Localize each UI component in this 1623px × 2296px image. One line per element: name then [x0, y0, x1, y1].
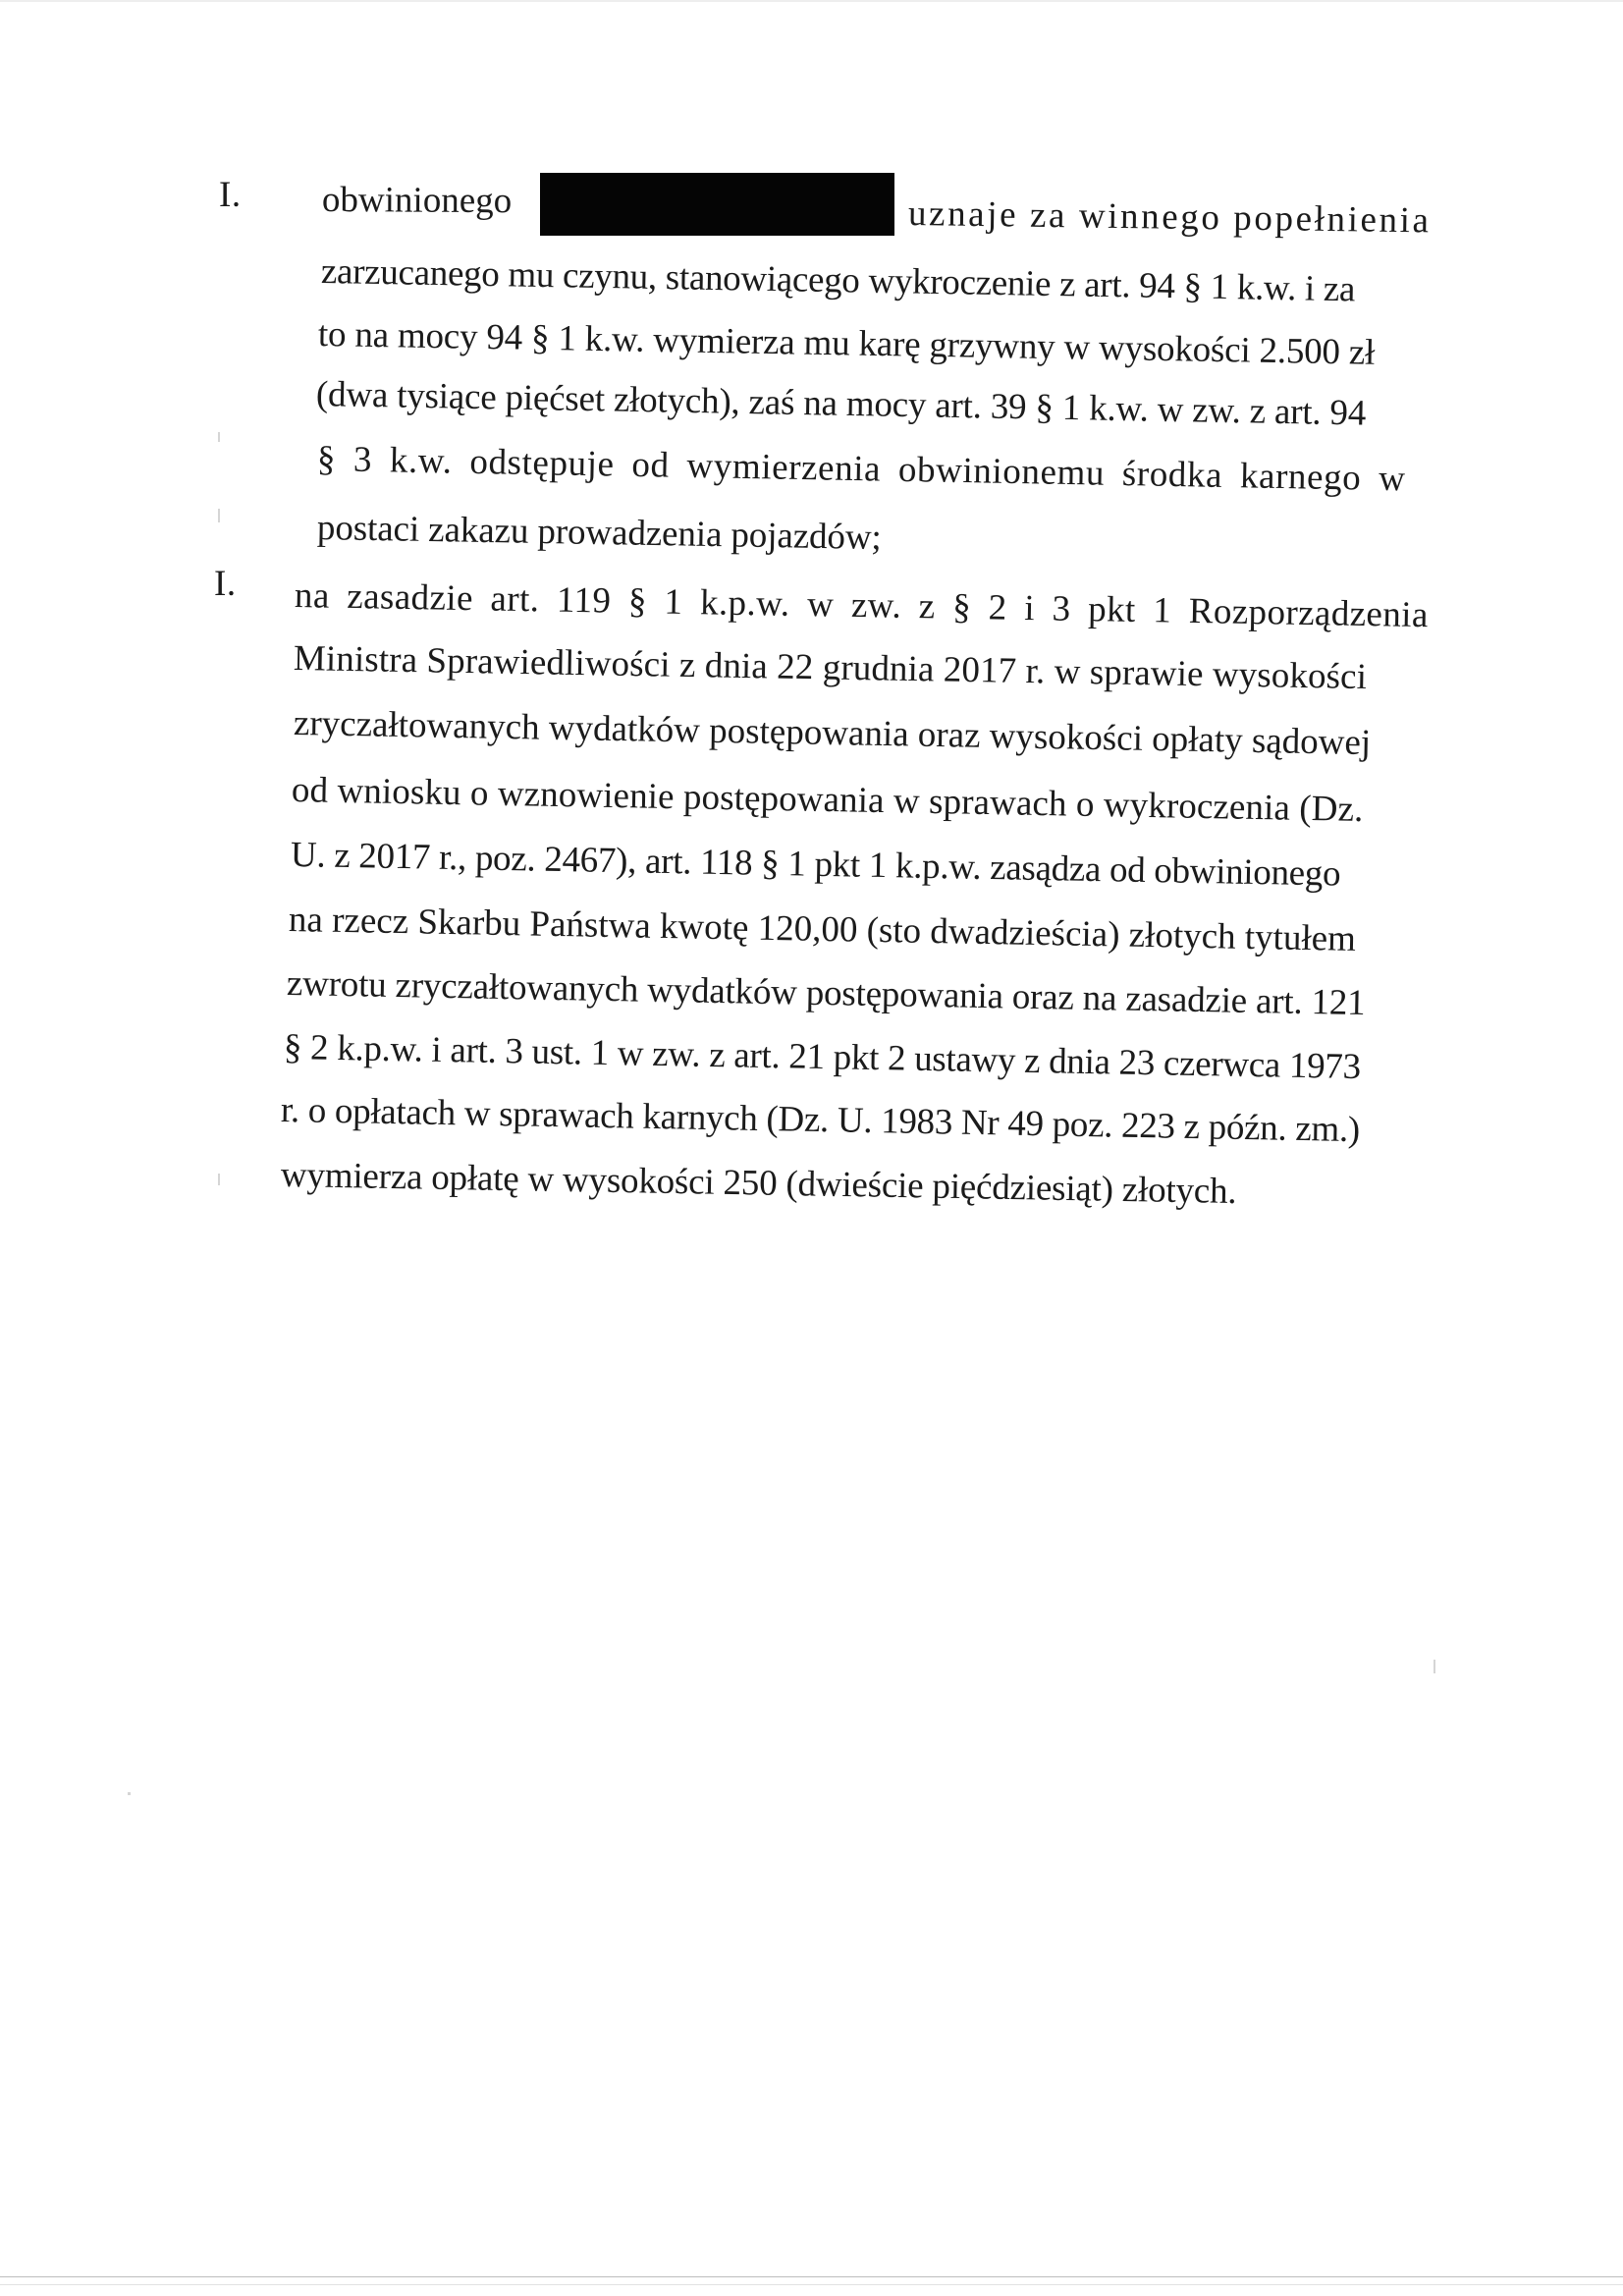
scan-edge-bottom-secondary: [0, 2284, 1623, 2285]
item-2-line-7: zwrotu zryczałtowanych wydatków postępowania oraz na zasadzie art. 121: [286, 963, 1366, 1024]
scan-edge-bottom: [0, 2276, 1623, 2277]
item-1-line-4: § 3 k.w. odstępuje od wymierzenia obwinionemu środka karnego w: [316, 439, 1406, 500]
redacted-name-block: [540, 173, 894, 236]
item-2-line-10: wymierza opłatę w wysokości 250 (dwieście pięćdziesiąt) złotych.: [280, 1155, 1237, 1212]
scan-speck: [218, 509, 220, 522]
item-2-line-9: r. o opłatach w sprawach karnych (Dz. U. 1983 Nr 49 poz. 223 z późn. zm.): [280, 1090, 1361, 1151]
item-2-line-3: zryczałtowanych wydatków postępowania oraz wysokości opłaty sądowej: [293, 703, 1372, 764]
scan-speck: [128, 1792, 131, 1795]
scan-speck: [218, 1174, 220, 1185]
item-2-line-1: na zasadzie art. 119 § 1 k.p.w. w zw. z § 2 i 3 pkt 1 Rozporządzenia: [294, 575, 1430, 636]
item-1-line-0: uznaje za winnego popełnienia: [907, 193, 1432, 242]
scan-speck: [218, 432, 220, 442]
item-2-line-2: Ministra Sprawiedliwości z dnia 22 grudnia 2017 r. w sprawie wysokości: [293, 638, 1368, 698]
item-2-line-8: § 2 k.p.w. i art. 3 ust. 1 w zw. z art. 21 pkt 2 ustawy z dnia 23 czerwca 1973: [283, 1027, 1362, 1088]
item-1-line-2: to na mocy 94 § 1 k.w. wymierza mu karę grzywny w wysokości 2.500 zł: [317, 314, 1376, 373]
item-1-marker: I.: [219, 175, 242, 215]
item-2-line-4: od wniosku o wznowienie postępowania w sprawach o wykroczenia (Dz.: [291, 770, 1364, 831]
item-1-line-5: postaci zakazu prowadzenia pojazdów;: [316, 508, 883, 559]
item-2-marker: I.: [214, 564, 237, 604]
item-1-line-1: zarzucanego mu czynu, stanowiącego wykroczenie z art. 94 § 1 k.w. i za: [320, 251, 1356, 310]
scan-speck: [1434, 1660, 1435, 1673]
item-1-line-3: (dwa tysiące pięćset złotych), zaś na mocy art. 39 § 1 k.w. w zw. z art. 94: [315, 374, 1367, 434]
item-2-line-5: U. z 2017 r., poz. 2467), art. 118 § 1 pkt 1 k.p.w. zasądza od obwinionego: [290, 835, 1341, 895]
item-2-line-6: na rzecz Skarbu Państwa kwotę 120,00 (sto dwadzieścia) złotych tytułem: [288, 900, 1357, 959]
item-1-name-label: obwinionego: [321, 180, 513, 222]
scan-edge-top: [0, 0, 1623, 2]
